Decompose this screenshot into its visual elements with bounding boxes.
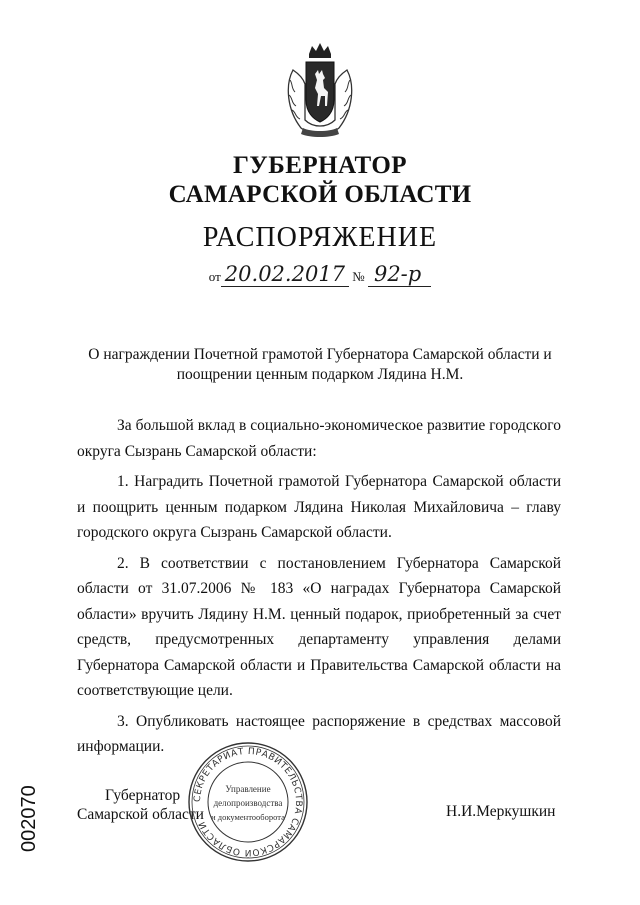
- issuing-authority-line1: ГУБЕРНАТОР: [232, 152, 408, 179]
- official-seal-icon: [186, 740, 310, 864]
- subject-line: О награждении Почетной грамотой Губернатора Самарской области и: [88, 346, 552, 363]
- document-body: [77, 413, 561, 765]
- body-item: 3. Опубликовать настоящее распоряжение в средствах массовой информации.: [77, 712, 561, 755]
- seal-inner-line: и документооборота: [211, 812, 285, 822]
- document-subject: [0, 345, 640, 385]
- document-meta-line: [0, 262, 640, 287]
- seal-inner-line: делопроизводства: [213, 798, 283, 808]
- body-preamble: За большой вклад в социально-экономическое развитие городского округа Сызрань Самарской области:: [77, 417, 561, 460]
- seal-ring-text: СЕКРЕТАРИАТ ПРАВИТЕЛЬСТВА САМАРСКОЙ ОБЛАСТИ: [192, 746, 304, 858]
- signatory-role-line: Самарской области: [77, 806, 204, 823]
- document-type: РАСПОРЯЖЕНИЕ: [202, 222, 438, 253]
- coat-of-arms-icon: [281, 40, 359, 140]
- issuing-authority-line2: САМАРСКОЙ ОБЛАСТИ: [168, 181, 472, 208]
- seal-inner-line: Управление: [225, 784, 271, 794]
- handwritten-number: 92-р: [368, 262, 431, 287]
- number-prefix: №: [352, 269, 365, 284]
- signatory-role-line: Губернатор: [105, 787, 181, 804]
- signatory-role: [77, 786, 204, 824]
- registration-number: 002070: [18, 785, 40, 852]
- subject-line: поощрении ценным подарком Лядина Н.М.: [176, 366, 464, 383]
- body-item: 1. Наградить Почетной грамотой Губернатора Самарской области и поощрить ценным подарком Лядина Николая Михайловича – главу городского округа Сызрань Самарской области.: [77, 473, 561, 541]
- body-item: 2. В соответствии с постановлением Губернатора Самарской области от 31.07.2006 № 183 «О наградах Губернатора Самарской области» вручить Лядину Н.М. ценный подарок, приобретенный за счет средств, предусмотренных департаменту управления делами Губернатора Самарской области и Правительства Самарской области на соответствующие цели.: [77, 554, 561, 699]
- signatory-name: Н.И.Меркушкин: [446, 803, 556, 820]
- date-prefix: от: [208, 269, 221, 284]
- handwritten-date: 20.02.2017: [221, 262, 349, 287]
